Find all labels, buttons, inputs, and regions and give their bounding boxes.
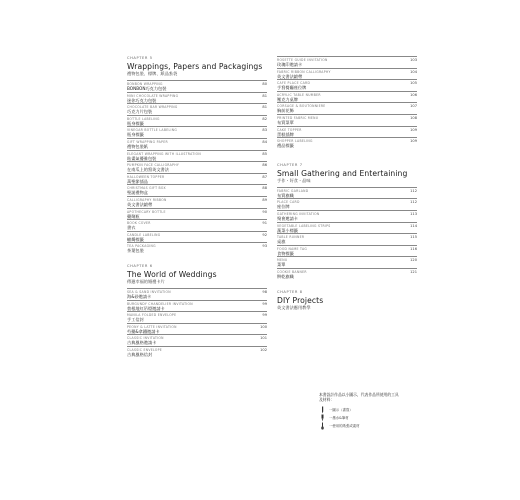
chapter-entries xyxy=(127,80,267,254)
entry-page-number: 113 xyxy=(410,211,417,216)
entry-chinese-title: 座位牌 xyxy=(277,204,290,210)
entry-chinese-title: 在南瓜上的寫英文書法 xyxy=(127,167,169,173)
entry-english-title: CLASSIC INVITATION xyxy=(127,336,164,341)
chapter-subtitle: 禮物包裝、標牌、紙品紮袋 xyxy=(127,71,178,76)
legend-label: 一墨水&筆材 xyxy=(329,415,349,420)
chapter-label: CHAPTER 8 xyxy=(277,289,303,294)
entry-chinese-title: 餅乾旗幟 xyxy=(277,273,294,279)
entry-page-number: 104 xyxy=(410,69,417,74)
toc-entry xyxy=(277,137,417,149)
toc-entry xyxy=(277,233,417,245)
pen-icon xyxy=(319,406,326,414)
entry-chinese-title: 禮品標籤 xyxy=(277,143,294,149)
chapter-8 xyxy=(277,290,417,310)
toc-entry xyxy=(127,173,267,185)
toc-entry xyxy=(127,115,267,127)
legend-note xyxy=(319,392,401,430)
entry-english-title: PRINTED FABRIC MENU xyxy=(277,115,319,120)
entry-page-number: 106 xyxy=(410,92,417,97)
entry-page-number: 109 xyxy=(410,139,417,144)
entry-chinese-title: 茶葉包裝 xyxy=(127,248,144,254)
entry-english-title: COOKIE BANNER xyxy=(277,269,307,274)
entry-page-number: 93 xyxy=(262,244,267,249)
toc-entry xyxy=(277,187,417,199)
entry-chinese-title: 壓克力桌牌 xyxy=(277,96,298,102)
legend-row xyxy=(319,422,401,430)
chapter-label: CHAPTER 5 xyxy=(127,56,153,60)
entry-page-number: 85 xyxy=(262,151,267,156)
legend-row xyxy=(319,406,401,414)
entry-chinese-title: 瓶身標籤 xyxy=(127,132,144,138)
legend-list xyxy=(319,406,401,430)
entry-english-title: GIFT WRAPPING PAPER xyxy=(127,139,168,144)
entry-chinese-title: 萬聖節插品 xyxy=(127,178,148,184)
entry-page-number: 86 xyxy=(262,163,267,168)
toc-entry xyxy=(277,198,417,210)
entry-page-number: 88 xyxy=(262,186,267,191)
entry-page-number: 115 xyxy=(410,235,417,240)
entry-english-title: CANDLE LABELING xyxy=(127,232,161,237)
entry-english-title: TABLE RUNNER xyxy=(277,235,305,240)
chapter-label: CHAPTER 6 xyxy=(127,263,153,268)
toc-entry xyxy=(277,91,417,103)
entry-page-number: 92 xyxy=(262,232,267,237)
toc-entry xyxy=(127,231,267,243)
entry-page-number: 114 xyxy=(410,223,417,228)
entry-chinese-title: 手工信封 xyxy=(127,317,144,323)
entry-page-number: 101 xyxy=(260,336,267,341)
toc-entry xyxy=(127,242,267,254)
entry-chinese-title: 海&砂邀請卡 xyxy=(127,293,152,299)
toc-entry xyxy=(127,288,267,300)
entry-page-number: 100 xyxy=(260,324,267,329)
entry-page-number: 108 xyxy=(410,115,417,120)
entry-chinese-title: 迷你巧克力包裝 xyxy=(127,97,157,103)
toc-entry xyxy=(277,245,417,257)
toc-entry xyxy=(277,114,417,126)
entry-chinese-title: 古典風格邀請卡 xyxy=(127,340,157,346)
entry-english-title: CALLIGRAPHY RIBBON xyxy=(127,197,167,202)
entry-chinese-title: 蔬菜小標籤 xyxy=(277,227,298,233)
toc-entry xyxy=(277,56,417,68)
entry-page-number: 103 xyxy=(410,58,417,62)
chapter-subtitle: 傳遞幸福的婚禮卡片 xyxy=(127,278,165,284)
entry-chinese-title: 書衣 xyxy=(127,225,136,231)
entry-chinese-title: 蠟燭標籤 xyxy=(127,236,144,242)
chapter-label: CHAPTER 7 xyxy=(277,162,303,167)
toc-entry xyxy=(277,210,417,222)
entry-english-title: CORSAGE & BOUTONNIERE xyxy=(277,104,326,109)
legend-note-text: 本書設計作品以小圖示，代表作品所使用的工具及材料： xyxy=(319,392,399,402)
entry-chinese-title: 古典風格信封 xyxy=(127,351,153,357)
entry-chinese-title: 食物標籤 xyxy=(277,250,294,256)
entry-chinese-title: 瓶身標籤 xyxy=(127,120,144,126)
toc-entry xyxy=(127,184,267,196)
entry-english-title: PEONY & LATTE INVITATION xyxy=(127,324,177,329)
entry-page-number: 102 xyxy=(260,347,267,352)
toc-entry xyxy=(127,208,267,220)
toc-entry xyxy=(127,103,267,115)
entry-chinese-title: 布質旗幟 xyxy=(277,192,294,198)
entry-chinese-title: 英文書法緞帶 xyxy=(127,201,153,207)
entry-page-number: 84 xyxy=(262,139,267,144)
entry-english-title: APOTHECARY BOTTLE xyxy=(127,209,166,214)
chapter-entries xyxy=(277,187,417,280)
entry-page-number: 81 xyxy=(262,105,267,110)
entry-chinese-title: 菜單 xyxy=(277,262,286,268)
entry-page-number: 80 xyxy=(262,82,267,86)
entry-chinese-title: 勃根地紅吊燈邀請卡 xyxy=(127,305,165,311)
entry-page-number: 81 xyxy=(262,93,267,98)
chapter-entries xyxy=(127,288,267,358)
entry-english-title: CHRISTMAS GIFT BOX xyxy=(127,186,166,191)
entry-page-number: 87 xyxy=(262,174,267,179)
toc-entry xyxy=(127,334,267,346)
entry-page-number: 91 xyxy=(262,221,267,226)
entry-chinese-title: 胸前花飾 xyxy=(277,108,294,114)
entry-english-title: CAKE TOPPER xyxy=(277,127,302,132)
chapter-subtitle: 英文書法應用教學 xyxy=(277,304,311,310)
chapter-6 xyxy=(127,264,267,358)
entry-english-title: MENU xyxy=(277,258,288,263)
toc-entry xyxy=(277,68,417,80)
entry-english-title: ROSETTE GUIDE INVITATION xyxy=(277,58,328,62)
entry-english-title: ACRYLIC TABLE NUMBER xyxy=(277,92,321,97)
entry-english-title: ELEGANT WRAPPING WITH ILLUSTRATION xyxy=(127,151,202,156)
toc-entry xyxy=(277,126,417,138)
entry-page-number: 98 xyxy=(262,289,267,294)
entry-chinese-title: 聚會邀請卡 xyxy=(277,215,298,221)
chapter-5 xyxy=(127,56,267,254)
toc-entry xyxy=(277,222,417,234)
entry-page-number: 112 xyxy=(410,188,417,193)
legend-label: 一使用的紙張或素材 xyxy=(329,423,360,428)
entry-chinese-title: 布質菜單 xyxy=(277,119,294,125)
entry-english-title: VINEGAR BOTTLE LABELING xyxy=(127,128,178,133)
entry-chinese-title: 藥劑瓶 xyxy=(127,213,140,219)
toc-entry xyxy=(127,196,267,208)
toc-entry xyxy=(277,268,417,280)
entry-english-title: PUMPKIN FACE CALLIGRAPHY xyxy=(127,163,180,168)
entry-page-number: 99 xyxy=(262,301,267,306)
entry-english-title: GATHERING INVITATION xyxy=(277,211,320,216)
entry-english-title: BOOK COVER xyxy=(127,221,151,226)
chapter-title: The World of Weddings xyxy=(127,269,217,279)
chapter-title: DIY Projects xyxy=(277,295,324,305)
toc-entry xyxy=(127,300,267,312)
entry-chinese-title: 桌旗 xyxy=(277,239,286,245)
entry-english-title: PLACE CARD xyxy=(277,200,300,205)
toc-right-column xyxy=(277,56,417,320)
toc-entry xyxy=(127,311,267,323)
entry-english-title: CHOCOLATE BAR WRAPPING xyxy=(127,105,178,110)
entry-page-number: 107 xyxy=(410,104,417,109)
continued-entries xyxy=(277,56,417,149)
entry-chinese-title: 手寫餐廳座位牌 xyxy=(277,85,307,91)
entry-english-title: CLASSIC ENVELOPE xyxy=(127,347,163,352)
entry-chinese-title: 巧克力片包裝 xyxy=(127,109,153,115)
toc-entry xyxy=(277,79,417,91)
toc-entry xyxy=(127,150,267,162)
entry-page-number: 83 xyxy=(262,128,267,133)
entry-page-number: 99 xyxy=(262,313,267,318)
entry-chinese-title: 芍藥&拿鐵邀請卡 xyxy=(127,328,160,334)
entry-page-number: 89 xyxy=(262,197,267,202)
entry-chinese-title: 英文書法緞帶 xyxy=(277,73,303,79)
brush-icon xyxy=(319,422,326,430)
entry-page-number: 90 xyxy=(262,209,267,214)
toc-left-column xyxy=(127,56,267,367)
legend-label: 一圖示（書寫） xyxy=(329,407,353,412)
entry-english-title: SEA & SAND INVITATION xyxy=(127,289,171,294)
entry-english-title: CAFE PLACE CARD xyxy=(277,81,311,86)
chapter-subtitle: 手作・好食・品味 xyxy=(277,177,311,183)
entry-english-title: VEGETABLE LABELING STRIPS xyxy=(277,223,331,228)
pen-nib-icon xyxy=(319,414,326,422)
entry-page-number: 116 xyxy=(410,246,417,251)
entry-chinese-title: 禮物包裝紙 xyxy=(127,143,148,149)
entry-chinese-title: 玫瑰印邀請卡 xyxy=(277,62,303,67)
entry-english-title: MINI CHOCOLATE WRAPPING xyxy=(127,93,179,98)
toc-entry xyxy=(127,138,267,150)
entry-english-title: MANILA FOLDED ENVELOPE xyxy=(127,313,177,318)
entry-chinese-title: 聖誕禮物盒 xyxy=(127,190,148,196)
toc-entry xyxy=(127,92,267,104)
toc-entry xyxy=(127,126,267,138)
entry-chinese-title: BONBON巧克力包裝 xyxy=(127,86,167,91)
toc-entry xyxy=(127,161,267,173)
entry-page-number: 82 xyxy=(262,116,267,121)
toc-entry xyxy=(277,256,417,268)
toc-entry xyxy=(127,219,267,231)
chapter-title: Wrappings, Papers and Packagings xyxy=(127,62,263,71)
entry-page-number: 109 xyxy=(410,127,417,132)
legend-row xyxy=(319,414,401,422)
entry-english-title: HALLOWEEN TOPPER xyxy=(127,174,165,179)
toc-entry xyxy=(127,80,267,92)
entry-english-title: TEA PACKAGING xyxy=(127,244,156,249)
entry-english-title: SHOPPER LABELING xyxy=(277,139,313,144)
entry-english-title: FABRIC RIBBON CALLIGRAPHY xyxy=(277,69,331,74)
entry-page-number: 105 xyxy=(410,81,417,86)
chapter-title: Small Gathering and Entertaining xyxy=(277,168,408,178)
toc-entry xyxy=(277,102,417,114)
chapter-7 xyxy=(277,163,417,280)
toc-entry xyxy=(127,346,267,358)
entry-page-number: 112 xyxy=(410,200,417,205)
entry-chinese-title: 蛋糕插牌 xyxy=(277,131,294,137)
entry-english-title: BOTTLE LABELING xyxy=(127,116,160,121)
entry-english-title: FOOD NAME TAG xyxy=(277,246,308,251)
toc-entry xyxy=(127,323,267,335)
entry-chinese-title: 貼畫氣優雅包裝 xyxy=(127,155,157,161)
entry-page-number: 121 xyxy=(410,269,417,274)
entry-english-title: BONBON WRAPPING xyxy=(127,82,163,86)
entry-page-number: 120 xyxy=(410,258,417,263)
entry-english-title: BURGUNDY CHANDELIER INVITATION xyxy=(127,301,193,306)
entry-english-title: FABRIC GARLAND xyxy=(277,188,309,193)
